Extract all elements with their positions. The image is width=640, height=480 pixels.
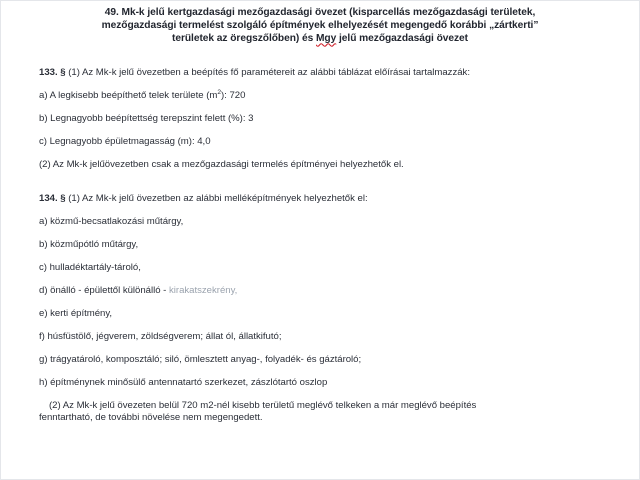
section-134-paragraph-2-line-2: fenntartható, de további növelése nem megengedett. [39, 411, 263, 423]
page-title [1, 1, 639, 46]
section-133-intro-text: (1) Az Mk-k jelű övezetben a beépítés fő paramétereit az alábbi táblázat előírásai tartalmazzák: [65, 66, 470, 78]
item-label: h) [39, 376, 48, 388]
item-text: trágyatároló, komposztáló; siló, ömlesztett anyag-, folyadék- és gáztároló; [47, 353, 362, 365]
section-133-paragraph-2: (2) Az Mk-k jelűövezetben csak a mezőgazdasági termelés építményei helyezhetők el. [39, 158, 404, 170]
list-item [1, 216, 639, 228]
item-label: c) [39, 261, 47, 273]
section-133-number: 133. § [39, 66, 66, 78]
item-text: közműpótló műtárgy, [47, 238, 139, 250]
item-text: A legkisebb beépíthető telek területe (m [47, 89, 218, 101]
item-label: f) [39, 330, 45, 342]
title-line-1: 49. Mk-k jelű kertgazdasági mezőgazdasági övezet (kisparcellás mezőgazdasági területek, [104, 7, 536, 18]
section-134-intro [1, 193, 639, 205]
section-134-number: 134. § [39, 192, 66, 204]
section-134-paragraph-2-line-1: (2) Az Mk-k jelű övezeten belül 720 m2-nél kisebb területű meglévő telkeken a már meglévő beépítés [49, 399, 477, 411]
title-line-2: mezőgazdasági termelést szolgáló építmények elhelyezését megengedő korábbi „zártkerti” [101, 20, 539, 32]
item-text-tail: ): 720 [221, 89, 246, 101]
list-item [1, 90, 639, 102]
spellcheck-word-mgy: Mgy [316, 33, 337, 45]
item-text: közmű-becsatlakozási műtárgy, [47, 215, 184, 227]
item-text: önálló - épülettől különálló - [47, 284, 169, 296]
section-134-intro-text: (1) Az Mk-k jelű övezetben az alábbi melléképítmények helyezhetők el: [65, 192, 368, 204]
item-label: e) [39, 307, 48, 319]
title-line-3-suffix: jelű mezőgazdasági övezet [336, 33, 468, 45]
list-item [1, 262, 639, 274]
item-text: húsfüstölő, jégverem, zöldségverem; állat ól, állatkifutó; [44, 330, 282, 342]
title-line-3-prefix: területek az öregszőlőben) és [172, 33, 316, 45]
list-item [1, 377, 639, 389]
item-label: d) [39, 284, 48, 296]
item-label: a) [39, 215, 48, 227]
item-label: b) [39, 112, 48, 124]
list-item [1, 239, 639, 251]
item-label: b) [39, 238, 48, 250]
list-item [1, 113, 639, 125]
item-text: építménynek minősülő antennatartó szerkezet, zászlótartó oszlop [47, 376, 328, 388]
list-item [1, 331, 639, 343]
list-item [1, 354, 639, 366]
item-text: hulladéktartály-tároló, [46, 261, 141, 273]
document-content [1, 1, 639, 479]
list-item [1, 285, 639, 297]
list-item [1, 136, 639, 148]
item-text: Legnagyobb épületmagasság (m): 4,0 [46, 135, 211, 147]
item-text-faded: kirakatszekrény, [169, 284, 238, 296]
item-text: Legnagyobb beépítettség terepszint felett (%): 3 [47, 112, 254, 124]
superscript-square-meter: 2 [217, 88, 221, 96]
list-item [1, 308, 639, 320]
section-133-intro [1, 67, 639, 79]
item-label: g) [39, 353, 48, 365]
item-label: c) [39, 135, 47, 147]
item-text: kerti építmény, [47, 307, 113, 319]
title-line-3 [29, 32, 611, 45]
item-label: a) [39, 89, 48, 101]
